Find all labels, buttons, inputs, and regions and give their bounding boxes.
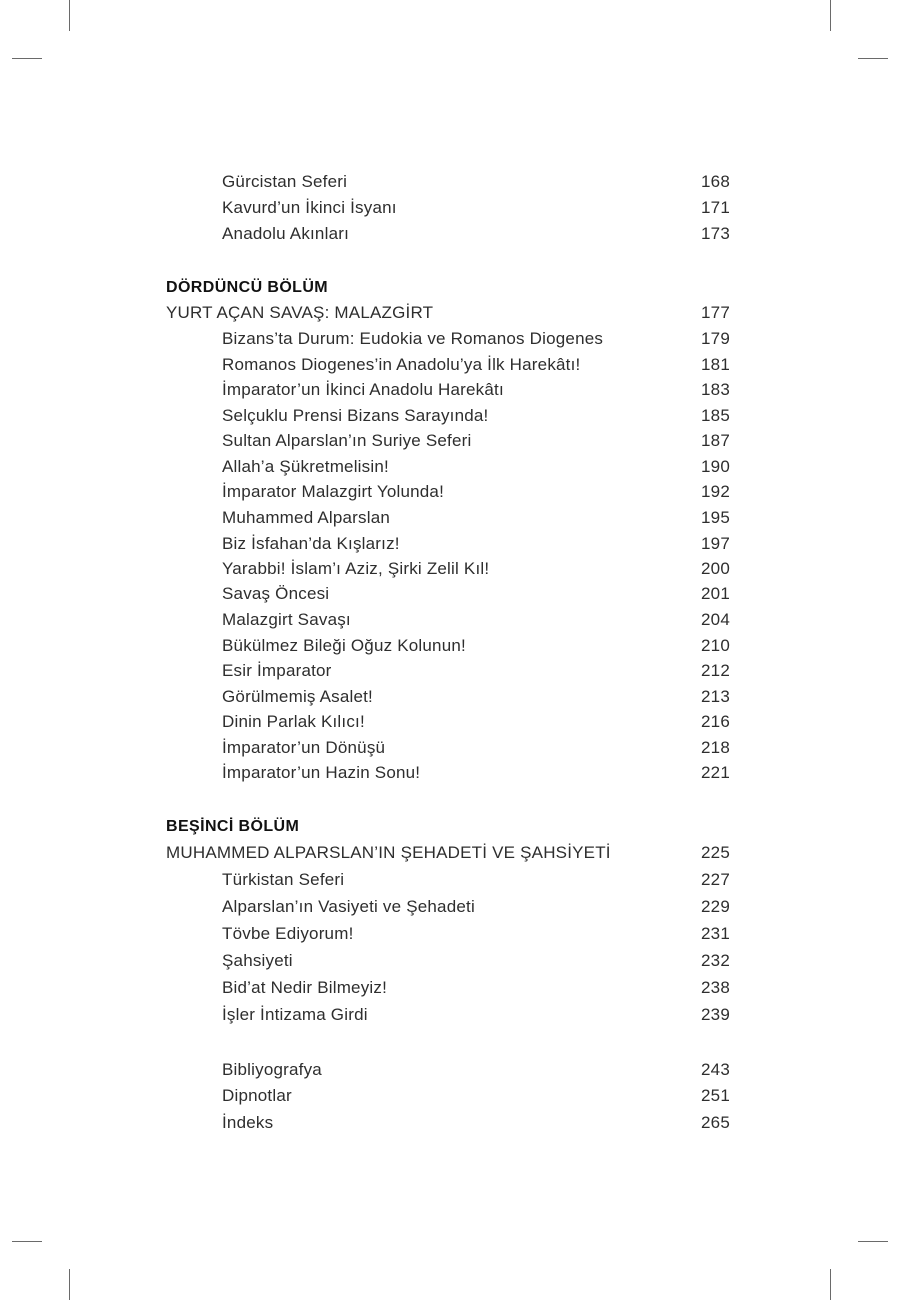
toc-entry-title: Selçuklu Prensi Bizans Sarayında! bbox=[222, 406, 489, 425]
toc-entry-page: 210 bbox=[701, 636, 730, 655]
toc-entry-title: İmparator Malazgirt Yolunda! bbox=[222, 482, 445, 501]
toc-entry bbox=[0, 736, 900, 760]
toc-entry-page: 243 bbox=[701, 1060, 730, 1079]
toc-entry-page: 213 bbox=[701, 687, 730, 706]
toc-entry bbox=[0, 634, 900, 658]
toc-entry-page: 204 bbox=[701, 610, 730, 629]
toc-entry-page: 218 bbox=[701, 738, 730, 757]
toc-entry-title: Esir İmparator bbox=[222, 661, 332, 680]
toc-entry-title: Bid’at Nedir Bilmeyiz! bbox=[222, 978, 388, 997]
toc-entry-page: 179 bbox=[701, 329, 730, 348]
toc-entry bbox=[0, 1111, 900, 1135]
chapter-title-row bbox=[0, 841, 900, 865]
toc-entry-title: Bibliyografya bbox=[222, 1060, 322, 1079]
toc-entry-title: İmparator’un Dönüşü bbox=[222, 738, 386, 757]
toc-entry-page: 197 bbox=[701, 534, 730, 553]
toc-entry-title: Alparslan’ın Vasiyeti ve Şehadeti bbox=[222, 897, 475, 916]
toc-entry bbox=[0, 976, 900, 1000]
toc-entry-page: 239 bbox=[701, 1005, 730, 1024]
chapter-title: YURT AÇAN SAVAŞ: MALAZGİRT bbox=[166, 303, 434, 322]
toc-entry-title: Biz İsfahan’da Kışlarız! bbox=[222, 534, 400, 553]
toc-entry bbox=[0, 868, 900, 892]
toc-entry-page: 195 bbox=[701, 508, 730, 527]
part-heading: DÖRDÜNCÜ BÖLÜM bbox=[166, 279, 329, 296]
toc-entry-title: Şahsiyeti bbox=[222, 951, 293, 970]
toc-entry bbox=[0, 895, 900, 919]
toc-entry bbox=[0, 922, 900, 946]
toc-entry bbox=[0, 222, 900, 246]
toc-entry-title: Bizans’ta Durum: Eudokia ve Romanos Diogenes bbox=[222, 329, 604, 348]
toc-entry-page: 183 bbox=[701, 380, 730, 399]
toc-entry-title: İndeks bbox=[222, 1113, 274, 1132]
toc-entry bbox=[0, 761, 900, 785]
toc-entry-title: İmparator’un İkinci Anadolu Harekâtı bbox=[222, 380, 504, 399]
toc-entry bbox=[0, 532, 900, 556]
toc-entry-page: 238 bbox=[701, 978, 730, 997]
toc-entry bbox=[0, 378, 900, 402]
toc-entry-title: Allah’a Şükretmelisin! bbox=[222, 457, 389, 476]
toc-entry bbox=[0, 1003, 900, 1027]
toc-entry-title: Savaş Öncesi bbox=[222, 584, 330, 603]
toc-entry-title: İşler İntizama Girdi bbox=[222, 1005, 368, 1024]
toc-entry-page: 185 bbox=[701, 406, 730, 425]
toc-entry-title: Dipnotlar bbox=[222, 1086, 292, 1105]
toc-entry bbox=[0, 710, 900, 734]
toc-entry-title: Türkistan Seferi bbox=[222, 870, 345, 889]
toc-entry-page: 171 bbox=[701, 198, 730, 217]
toc-entry-title: Sultan Alparslan’ın Suriye Seferi bbox=[222, 431, 472, 450]
toc-entry-title: Kavurd’un İkinci İsyanı bbox=[222, 198, 397, 217]
chapter-title-row bbox=[0, 301, 900, 325]
toc-entry-page: 216 bbox=[701, 712, 730, 731]
part-heading: BEŞİNCİ BÖLÜM bbox=[166, 818, 300, 835]
toc-entry bbox=[0, 557, 900, 581]
toc-entry-page: 212 bbox=[701, 661, 730, 680]
toc-entry-page: 265 bbox=[701, 1113, 730, 1132]
toc-entry-title: Romanos Diogenes’in Anadolu’ya İlk Harekâtı! bbox=[222, 355, 581, 374]
toc-entry-page: 221 bbox=[701, 763, 730, 782]
toc-entry bbox=[0, 685, 900, 709]
toc-entry bbox=[0, 506, 900, 530]
toc-entry-page: 181 bbox=[701, 355, 730, 374]
chapter-page: 177 bbox=[701, 303, 730, 322]
toc-entry bbox=[0, 480, 900, 504]
toc-entry-page: 229 bbox=[701, 897, 730, 916]
toc-entry-page: 251 bbox=[701, 1086, 730, 1105]
toc-entry-page: 231 bbox=[701, 924, 730, 943]
toc-entry-title: Gürcistan Seferi bbox=[222, 172, 348, 191]
toc-entry-title: Muhammed Alparslan bbox=[222, 508, 391, 527]
toc-entry-page: 192 bbox=[701, 482, 730, 501]
chapter-title: MUHAMMED ALPARSLAN’IN ŞEHADETİ VE ŞAHSİYETİ bbox=[166, 843, 611, 862]
toc-entry-page: 227 bbox=[701, 870, 730, 889]
toc-entry bbox=[0, 196, 900, 220]
toc-entry-title: Dinin Parlak Kılıcı! bbox=[222, 712, 365, 731]
chapter-page: 225 bbox=[701, 843, 730, 862]
toc-entry-title: Bükülmez Bileği Oğuz Kolunun! bbox=[222, 636, 466, 655]
toc-entry bbox=[0, 1058, 900, 1082]
toc-entry bbox=[0, 353, 900, 377]
toc-entry bbox=[0, 170, 900, 194]
toc-entry-page: 173 bbox=[701, 224, 730, 243]
toc-entry bbox=[0, 659, 900, 683]
toc-entry-page: 168 bbox=[701, 172, 730, 191]
toc-entry bbox=[0, 582, 900, 606]
toc-entry-title: Yarabbi! İslam’ı Aziz, Şirki Zelil Kıl! bbox=[222, 559, 490, 578]
toc-entry-title: Anadolu Akınları bbox=[222, 224, 350, 243]
toc-entry bbox=[0, 949, 900, 973]
toc-entry bbox=[0, 327, 900, 351]
toc-entry-title: Malazgirt Savaşı bbox=[222, 610, 351, 629]
toc-entry-title: Görülmemiş Asalet! bbox=[222, 687, 373, 706]
toc-entry bbox=[0, 608, 900, 632]
toc-entry-page: 187 bbox=[701, 431, 730, 450]
toc-entry bbox=[0, 404, 900, 428]
toc-entry-page: 201 bbox=[701, 584, 730, 603]
toc-entry-page: 232 bbox=[701, 951, 730, 970]
toc-entry-title: İmparator’un Hazin Sonu! bbox=[222, 763, 421, 782]
toc-entry bbox=[0, 1084, 900, 1108]
toc-entry-page: 200 bbox=[701, 559, 730, 578]
toc-entry-page: 190 bbox=[701, 457, 730, 476]
toc-entry bbox=[0, 455, 900, 479]
toc-entry bbox=[0, 429, 900, 453]
toc-entry-title: Tövbe Ediyorum! bbox=[222, 924, 354, 943]
